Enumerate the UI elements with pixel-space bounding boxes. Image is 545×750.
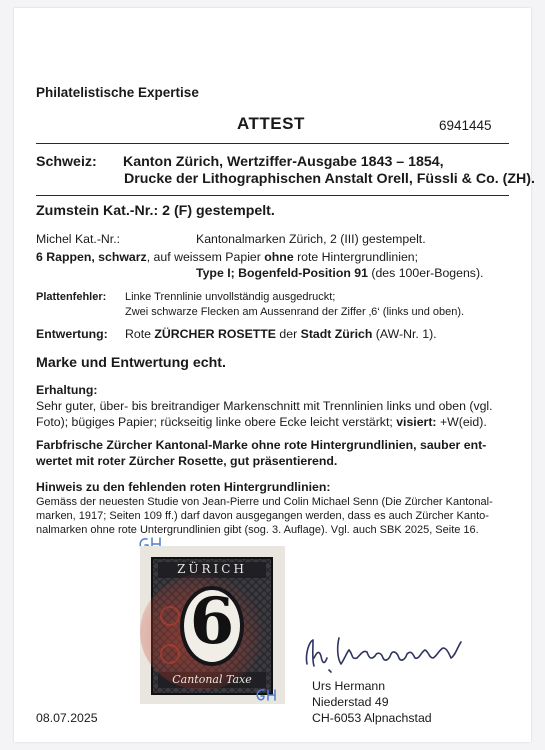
plate-flaws-label: Plattenfehler: [36, 291, 107, 303]
note-line-1: Gemäss der neuesten Studie von Jean-Pierre und Colin Michael Senn (Die Zürcher Kantonal- [36, 496, 493, 508]
description-line-2 [196, 266, 483, 280]
divider [36, 195, 509, 196]
summary-line-1: Farbfrische Zürcher Kantonal-Marke ohne rote Hintergrundlinien, sauber ent- [36, 438, 487, 452]
condition-label: Erhaltung: [36, 383, 98, 397]
stamp-denomination: 6 [189, 584, 235, 659]
type-position: Type I; Bogenfeld-Position 91 [196, 266, 368, 280]
condition-text: +W(eid). [436, 415, 487, 429]
stamp-image [140, 546, 285, 704]
cancellation-place: Stadt Zürich [300, 327, 373, 341]
subject-line-2: Drucke der Lithographischen Anstalt Orell, Füssli & Co. (ZH). [124, 171, 535, 187]
cancellation-label-text: Entwertung: [36, 327, 108, 341]
expert-name: Urs Hermann [312, 679, 386, 693]
description-value: 6 Rappen, schwarz [36, 250, 147, 264]
note-line-3: nalmarken ohne rote Untergrundlinien gibt (sog. 3. Auflage). Vgl. auch SBK 2025, Seite 16. [36, 524, 479, 536]
cancellation-text: der [276, 327, 301, 341]
condition-line-1: Sehr guter, über- bis breitrandiger Markenschnitt mit Trennlinien links und oben (vgl. [36, 399, 493, 413]
certificate-sheet [14, 8, 535, 742]
subject-country: Schweiz: [36, 154, 97, 170]
certificate-date: 08.07.2025 [36, 711, 98, 725]
cancellation-type: ZÜRCHER ROSETTE [154, 327, 277, 341]
stamp-bottom-text: Cantonal Taxe [172, 673, 252, 686]
certificate-heading: Philatelistische Expertise [36, 85, 199, 100]
zumstein-number: Zumstein Kat.-Nr.: 2 (F) gestempelt. [36, 203, 275, 219]
genuine-statement: Marke und Entwertung echt. [36, 355, 226, 371]
certificate-title: ATTEST [237, 114, 305, 133]
certificate-number: 6941445 [439, 118, 492, 133]
expert-initials-mark [255, 688, 281, 702]
expert-street: Niederstad 49 [312, 695, 389, 709]
plate-flaws-line-2: Zwei schwarze Flecken am Aussenrand der Ziffer ‚6‘ (links und oben). [125, 306, 465, 318]
cancellation-value [125, 327, 437, 341]
divider [36, 143, 509, 144]
description-text: , auf weissem Papier [146, 250, 265, 264]
plate-flaws-line-1: Linke Trennlinie unvollständig ausgedruckt; [125, 291, 336, 303]
subject-line-1: Kanton Zürich, Wertziffer-Ausgabe 1843 – 1854, [123, 154, 444, 170]
michel-value: Kantonalmarken Zürich, 2 (III) gestempelt. [196, 232, 426, 246]
cancellation-label [36, 327, 108, 341]
description-text: (des 100er-Bogens). [367, 266, 484, 280]
description-line-1 [36, 250, 418, 264]
note-heading: Hinweis zu den fehlenden roten Hintergrundlinien: [36, 480, 331, 494]
summary-line-2: wertet mit roter Zürcher Rosette, gut präsentierend. [36, 454, 338, 468]
condition-text: Foto); bügiges Papier; rückseitig linke obere Ecke leicht verstärkt; [36, 415, 397, 429]
expert-signature [301, 628, 471, 678]
visiert-label: visiert: [396, 415, 437, 429]
stamp-top-text: ZÜRICH [177, 562, 247, 576]
condition-line-2 [36, 415, 487, 429]
cancellation-text: Rote [125, 327, 155, 341]
note-line-2: marken, 1917; Seiten 109 ff.) darf davon ausgegangen werden, dass es auch Zürcher Kanto- [36, 510, 489, 522]
michel-label: Michel Kat.-Nr.: [36, 232, 121, 246]
cancellation-text: (AW-Nr. 1). [372, 327, 437, 341]
description-text: rote Hintergrundlinien; [293, 250, 419, 264]
expert-city: CH-6053 Alpnachstad [312, 711, 432, 725]
description-emphasis: ohne [264, 250, 294, 264]
